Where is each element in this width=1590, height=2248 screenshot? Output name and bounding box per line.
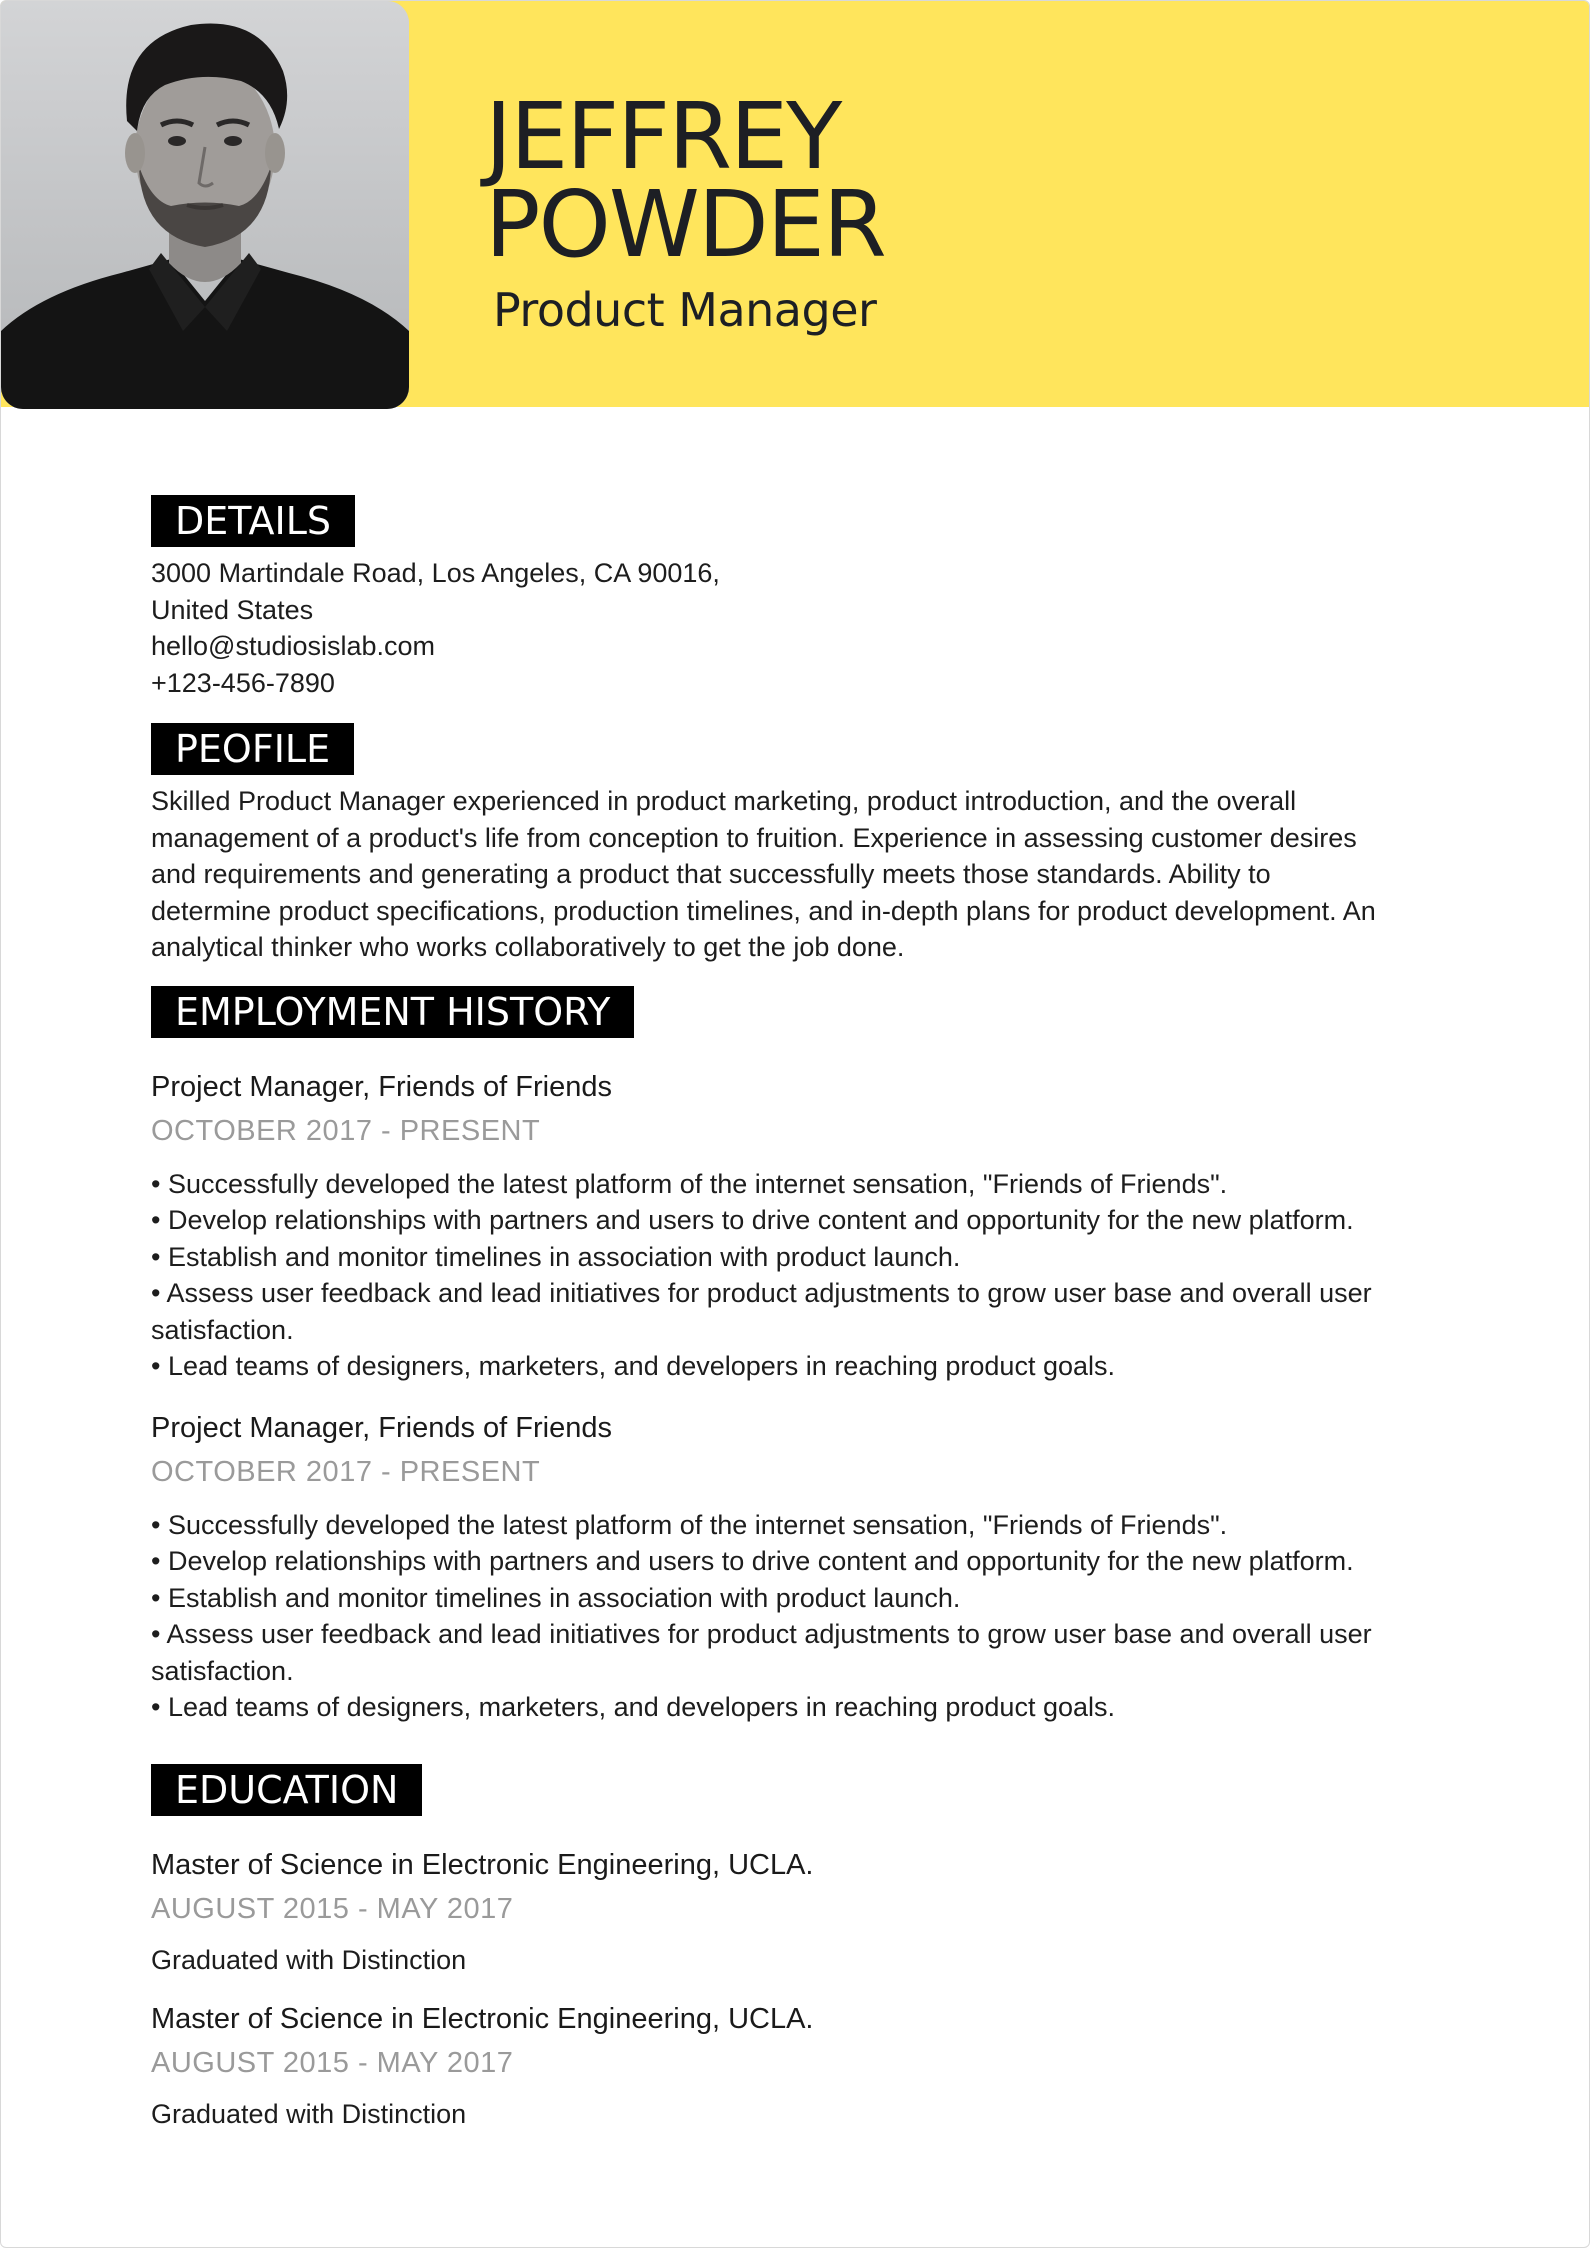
education-note: Graduated with Distinction xyxy=(151,2098,467,2129)
job-date: OCTOBER 2017 - PRESENT xyxy=(151,1455,541,1488)
education-title: Master of Science in Electronic Engineering, UCLA. xyxy=(151,2002,814,2035)
last-name: POWDER xyxy=(485,171,885,278)
job-title: Project Manager, Friends of Friends xyxy=(151,1070,612,1103)
resume-content xyxy=(151,495,1421,2154)
bullet-line: • Establish and monitor timelines in association with product launch. xyxy=(151,1241,961,1272)
education-note: Graduated with Distinction xyxy=(151,1944,467,1975)
employment-section xyxy=(151,986,1421,1726)
email: hello@studiosislab.com xyxy=(151,631,436,661)
job-date: OCTOBER 2017 - PRESENT xyxy=(151,1114,541,1147)
bullet-line: • Lead teams of designers, marketers, and developers in reaching product goals. xyxy=(151,1351,1115,1381)
address-line-1: 3000 Martindale Road, Los Angeles, CA 90016, xyxy=(151,558,720,588)
job-entry xyxy=(151,1068,1421,1385)
profile-line: determine product specifications, production timelines, and in-depth plans for product development. An xyxy=(151,895,1376,926)
bullet-line: • Successfully developed the latest platform of the internet sensation, "Friends of Friends". xyxy=(151,1168,1228,1199)
bullet-line: • Establish and monitor timelines in association with product launch. xyxy=(151,1582,961,1613)
section-title-details: DETAILS xyxy=(151,495,355,547)
profile-photo xyxy=(1,1,409,409)
first-name: JEFFREY xyxy=(485,83,841,190)
candidate-name xyxy=(485,83,885,278)
education-date: AUGUST 2015 - MAY 2017 xyxy=(151,1892,514,1925)
education-title: Master of Science in Electronic Engineering, UCLA. xyxy=(151,1848,814,1881)
details-text xyxy=(151,555,1421,701)
education-date: AUGUST 2015 - MAY 2017 xyxy=(151,2046,514,2079)
profile-section xyxy=(151,723,1421,966)
bullet-line: • Assess user feedback and lead initiatives for product adjustments to grow user base and overall user xyxy=(151,1278,1372,1308)
profile-line: Skilled Product Manager experienced in product marketing, product introduction, and the overall xyxy=(151,786,1297,816)
job-bullets xyxy=(151,1507,1421,1726)
section-title-employment: EMPLOYMENT HISTORY xyxy=(151,986,634,1038)
job-bullets xyxy=(151,1166,1421,1385)
job-role: Product Manager xyxy=(493,283,877,337)
section-title-education: EDUCATION xyxy=(151,1764,422,1816)
bullet-line: • Assess user feedback and lead initiatives for product adjustments to grow user base and overall user xyxy=(151,1619,1372,1649)
education-entry xyxy=(151,1846,1421,1978)
bullet-line: satisfaction. xyxy=(151,1314,294,1345)
bullet-line: • Successfully developed the latest platform of the internet sensation, "Friends of Friends". xyxy=(151,1509,1228,1540)
profile-line: management of a product's life from conception to fruition. Experience in assessing customer desires xyxy=(151,822,1357,853)
profile-line: analytical thinker who works collaboratively to get the job done. xyxy=(151,932,905,962)
address-line-2: United States xyxy=(151,594,314,625)
phone: +123-456-7890 xyxy=(151,667,335,698)
profile-line: and requirements and generating a product that successfully meets those standards. Ability to xyxy=(151,859,1271,889)
bullet-line: • Develop relationships with partners and users to drive content and opportunity for the new platform. xyxy=(151,1546,1354,1576)
education-entry xyxy=(151,2000,1421,2132)
bullet-line: satisfaction. xyxy=(151,1655,294,1686)
section-title-profile: PEOFILE xyxy=(151,723,354,775)
bullet-line: • Develop relationships with partners and users to drive content and opportunity for the new platform. xyxy=(151,1205,1354,1235)
details-section xyxy=(151,495,1421,701)
job-title: Project Manager, Friends of Friends xyxy=(151,1411,612,1444)
education-section xyxy=(151,1764,1421,2132)
profile-text xyxy=(151,783,1421,966)
bullet-line: • Lead teams of designers, marketers, and developers in reaching product goals. xyxy=(151,1692,1115,1722)
job-entry xyxy=(151,1409,1421,1726)
